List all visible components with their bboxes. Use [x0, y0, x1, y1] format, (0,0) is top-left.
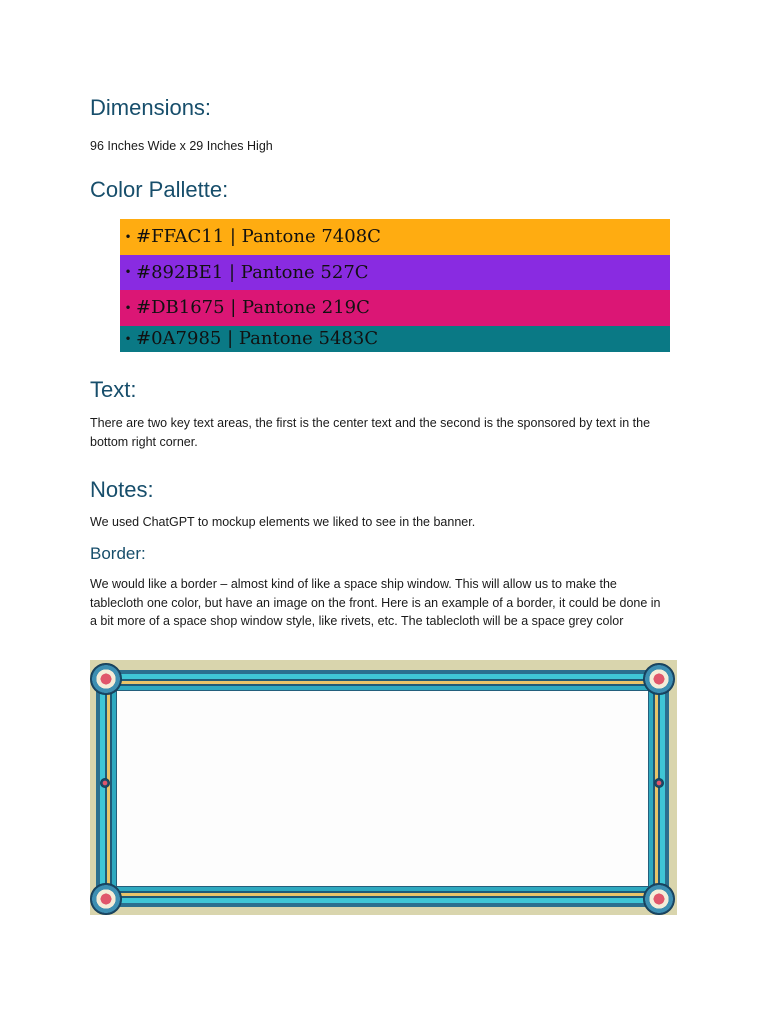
side-rivet-icon	[654, 778, 664, 788]
text-heading: Text:	[90, 377, 137, 402]
palette-swatch-label: #FFAC11 | Pantone 7408C	[136, 226, 381, 248]
side-rivet-icon	[100, 778, 110, 788]
palette-swatch	[120, 326, 670, 352]
corner-rivet-icon	[90, 883, 122, 915]
bullet-icon: •	[124, 300, 132, 315]
bullet-icon: •	[124, 265, 132, 280]
border-body: We would like a border – almost kind of like a space ship window. This will allow us to make the tablecloth one color, but have an image on the front. Here is an example of a border, it could be done in a bit more of a space shop window style, like rivets, etc. The tablecloth will be a space grey color	[90, 577, 661, 628]
border-example-image	[90, 660, 677, 915]
corner-rivet-icon	[643, 663, 675, 695]
dimensions-heading: Dimensions:	[90, 95, 212, 120]
palette-swatch-label: #892BE1 | Pantone 527C	[136, 261, 369, 283]
palette-swatch-label: #0A7985 | Pantone 5483C	[136, 328, 379, 349]
corner-rivet-icon	[90, 663, 122, 695]
corner-rivet-icon	[643, 883, 675, 915]
border-heading: Border:	[90, 544, 146, 563]
palette-swatch-label: #DB1675 | Pantone 219C	[136, 297, 370, 319]
bullet-icon: •	[124, 229, 132, 244]
text-body: There are two key text areas, the first is the center text and the second is the sponsored by text in the bottom right corner.	[90, 416, 651, 449]
notes-body: We used ChatGPT to mockup elements we liked to see in the banner.	[90, 515, 476, 529]
bullet-icon: •	[124, 331, 132, 346]
color-palette-list	[120, 219, 670, 352]
banner-window	[116, 690, 649, 887]
dimensions-text: 96 Inches Wide x 29 Inches High	[90, 139, 273, 153]
palette-heading: Color Pallette:	[90, 177, 229, 202]
palette-swatch	[120, 219, 670, 255]
notes-heading: Notes:	[90, 477, 154, 502]
palette-swatch	[120, 255, 670, 291]
palette-swatch	[120, 290, 670, 326]
banner-frame	[96, 670, 669, 907]
